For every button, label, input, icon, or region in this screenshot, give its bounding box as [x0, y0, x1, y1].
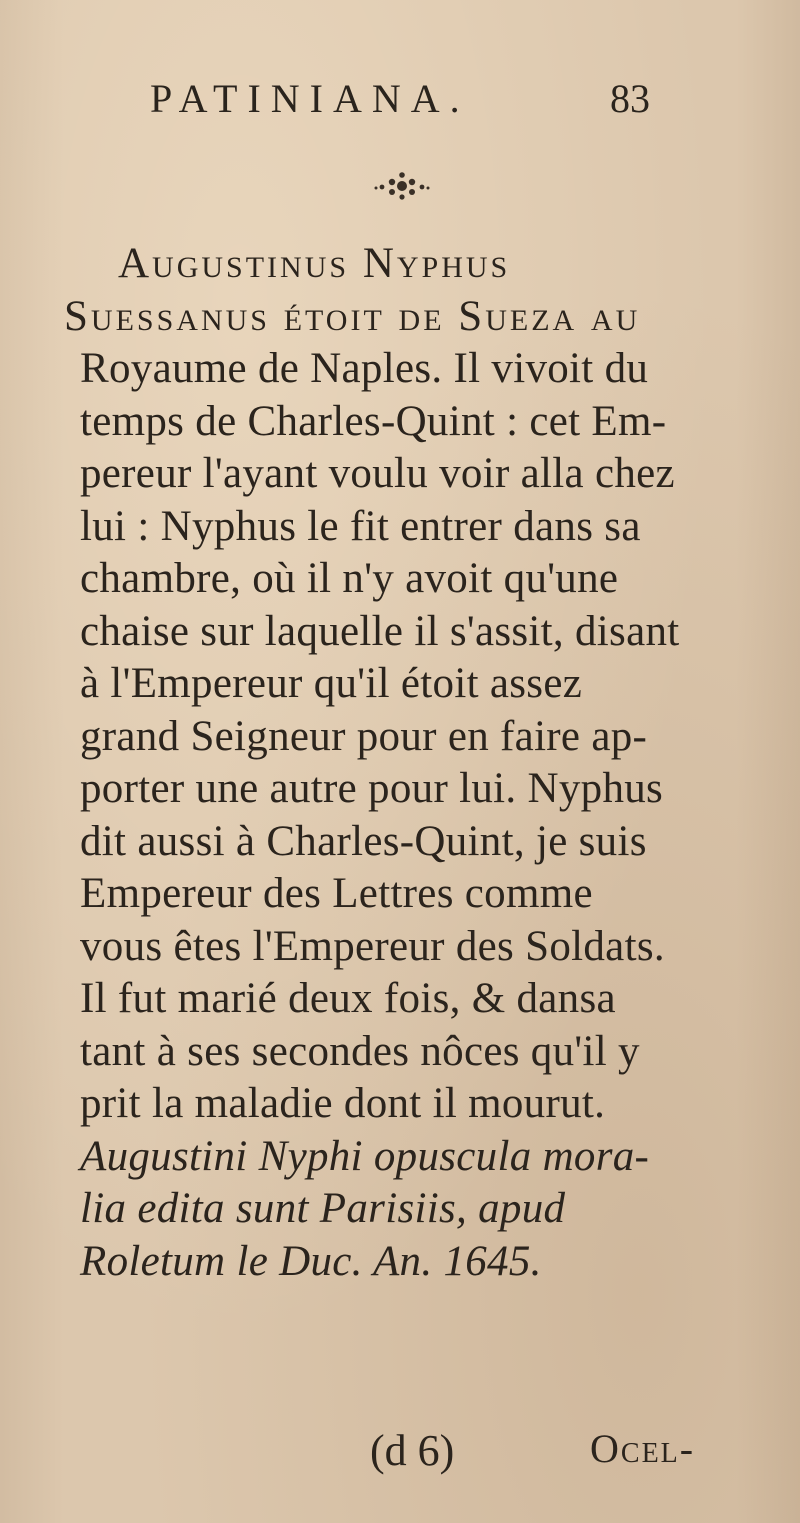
text-line: porter une autre pour lui. Nyphus — [80, 765, 664, 812]
running-head — [150, 75, 750, 125]
floral-ornament-icon — [372, 168, 432, 204]
body-text — [50, 238, 770, 1288]
text-line: dit aussi à Charles-Quint, je suis — [80, 817, 647, 865]
text-line: Il fut marié deux fois, & dansa — [80, 975, 616, 1022]
text-line: grand Seigneur pour en faire ap- — [80, 712, 648, 760]
text-line: chaise sur laquelle il s'assit, disant — [80, 607, 680, 655]
text-line: prit la maladie dont il mourut. — [80, 1080, 606, 1127]
text-line: pereur l'ayant voulu voir alla chez — [80, 450, 675, 497]
text-line: lui : Nyphus le fit entrer dans sa — [80, 502, 641, 550]
text-line: Royaume de Naples. Il vivoit du — [80, 345, 649, 392]
page-number: 83 — [610, 76, 650, 121]
text-line-italic: lia edita sunt Parisiis, apud — [80, 1185, 566, 1232]
page-footer — [370, 1425, 770, 1485]
text-line: tant à ses secondes nôces qu'il y — [80, 1027, 640, 1075]
text-line: Suessanus étoit de Sueza au — [64, 292, 641, 340]
running-title: PATINIANA. — [150, 76, 470, 121]
text-line: temps de Charles-Quint : cet Em- — [80, 397, 667, 445]
signature-mark: (d 6) — [370, 1426, 455, 1475]
text-line-italic: Augustini Nyphi opuscula mora- — [80, 1132, 650, 1180]
text-line: vous êtes l'Empereur des Soldats. — [80, 922, 665, 970]
text-line: Empereur des Lettres comme — [80, 870, 593, 917]
text-line: à l'Empereur qu'il étoit assez — [80, 660, 583, 707]
text-line-italic: Roletum le Duc. An. 1645. — [80, 1237, 542, 1285]
text-line: Augustinus Nyphus — [118, 240, 511, 287]
text-line: chambre, où il n'y avoit qu'une — [80, 555, 619, 602]
catchword: Ocel- — [590, 1426, 696, 1471]
